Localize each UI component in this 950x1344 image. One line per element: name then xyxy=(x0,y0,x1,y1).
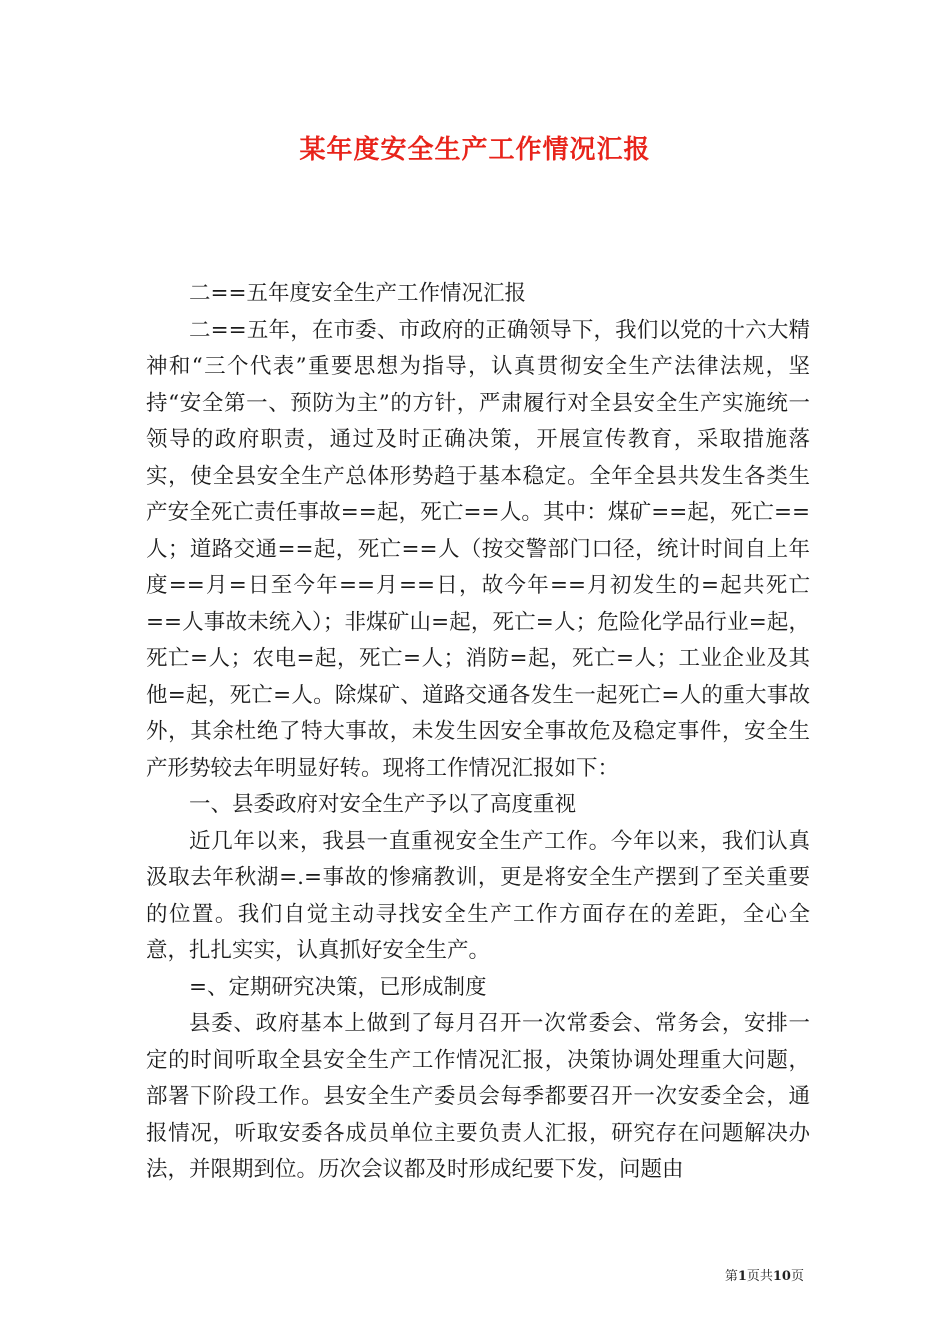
page-number-footer xyxy=(725,1268,804,1286)
footer-middle: 页共 xyxy=(746,1269,773,1284)
paragraph-subtitle: 二==五年度安全生产工作情况汇报 xyxy=(189,281,527,306)
paragraph-section-2: 县委、政府基本上做到了每月召开一次常委会、常务会，安排一定的时间听取全县安全生产工作情况汇报，决策协调处理重大问题，部署下阶段工作。县安全生产委员会每季都要召开一次安委全会，通报情况，听取安委各成员单位主要负责人汇报，研究存在问题解决办法，并限期到位。历次会议都及时形成纪要下发，问题由 xyxy=(146,1011,810,1182)
footer-suffix: 页 xyxy=(790,1269,804,1284)
document-body xyxy=(146,276,810,1189)
footer-total-pages: 10 xyxy=(772,1269,791,1284)
document-title: 某年度安全生产工作情况汇报 xyxy=(299,135,651,165)
paragraph-section-1: 近几年以来，我县一直重视安全生产工作。今年以来，我们认真汲取去年秋湖=.=事故的惨痛教训，更是将安全生产摆到了至关重要的位置。我们自觉主动寻找安全生产工作方面存在的差距，全心全意，扎扎实实，认真抓好安全生产。 xyxy=(146,828,810,963)
section-heading-2: =、定期研究决策，已形成制度 xyxy=(189,974,487,1000)
footer-prefix: 第 xyxy=(724,1269,738,1284)
paragraph-intro: 二==五年，在市委、市政府的正确领导下，我们以党的十六大精神和“三个代表”重要思想为指导，认真贯彻安全生产法律法规，坚持“安全第一、预防为主”的方针，严肃履行对全县安全生产实施统一领导的政府职责，通过及时正确决策，开展宣传教育，采取措施落实，使全县安全生产总体形势趋于基本稳定。全年全县共发生各类生产安全死亡责任事故==起，死亡==人。其中：煤矿==起，死亡==人；道路交通==起，死亡==人（按交警部门口径，统计时间自上年度==月=日至今年==月==日，故今年==月初发生的=起共死亡==人事故未统入）；非煤矿山=起，死亡=人；危险化学品行业=起，死亡=人；农电=起，死亡=人；消防=起，死亡=人；工业企业及其他=起，死亡=人。除煤矿、道路交通各发生一起死亡=人的重大事故外，其余杜绝了特大事故，未发生因安全事故危及稳定事件，安全生产形势较去年明显好转。现将工作情况汇报如下： xyxy=(146,317,810,781)
section-heading-1: 一、县委政府对安全生产予以了高度重视 xyxy=(189,792,577,817)
footer-current-page: 1 xyxy=(737,1269,747,1284)
